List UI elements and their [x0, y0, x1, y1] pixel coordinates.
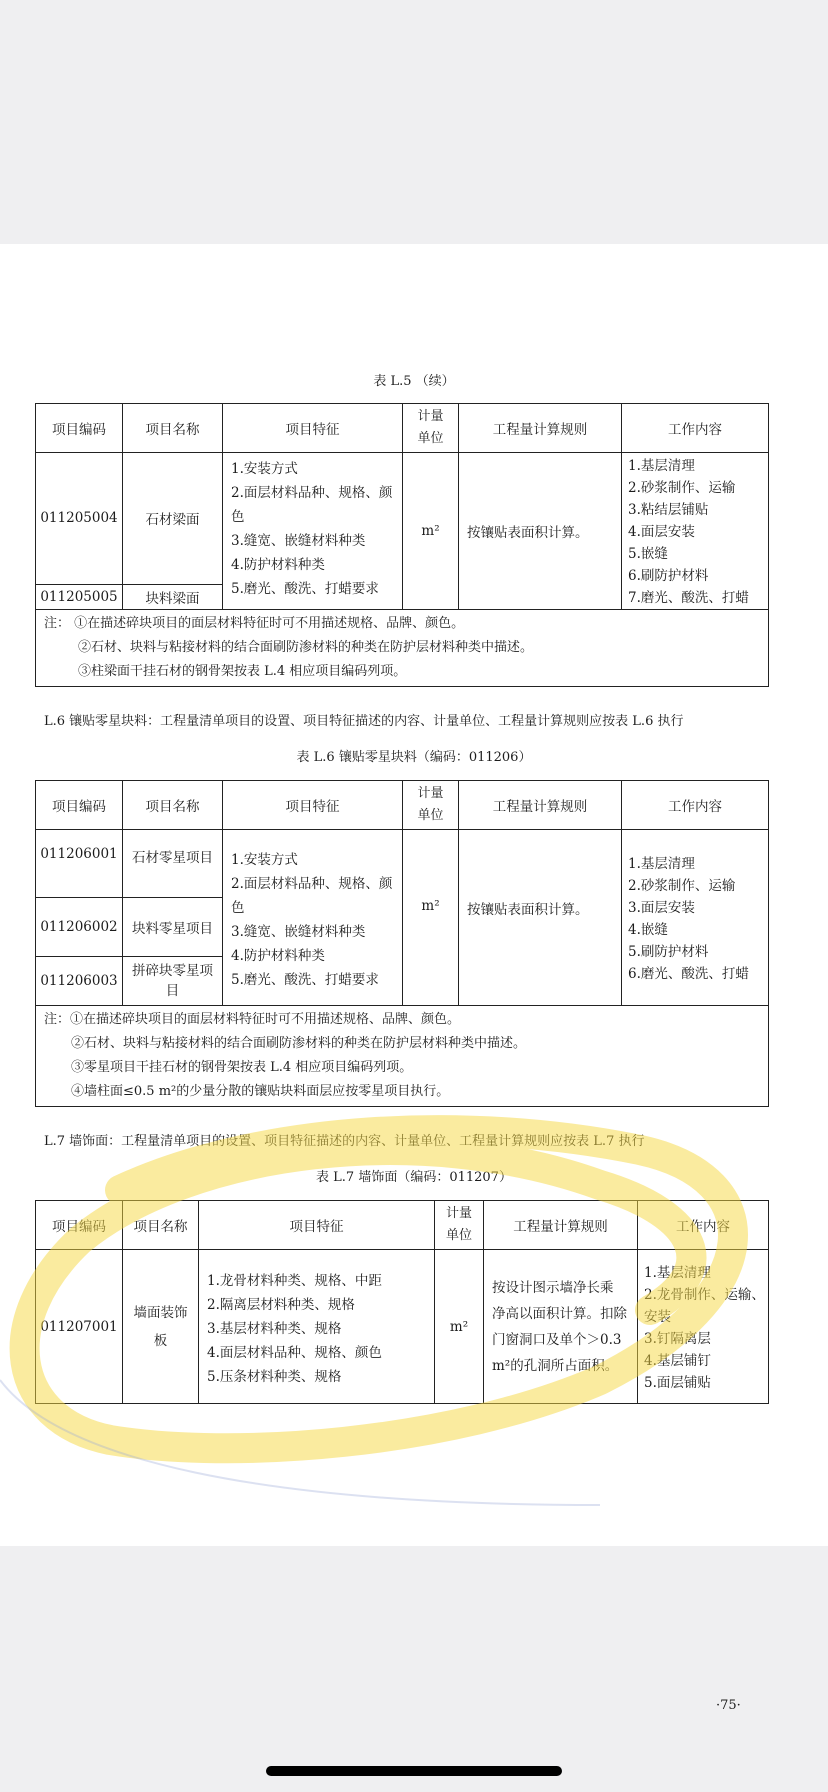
header-features: 项目特征 — [223, 404, 403, 453]
header-name: 项目名称 — [123, 1201, 199, 1250]
item-work — [638, 1250, 769, 1404]
item-code: 011207001 — [36, 1250, 123, 1404]
table-l5 — [35, 403, 769, 687]
feature-line: 2.面层材料品种、规格、颜 — [231, 875, 393, 892]
feature-line: 3.缝宽、嵌缝材料种类 — [231, 533, 366, 549]
rule-line: 按设计图示墙净长乘 — [492, 1279, 614, 1296]
item-code: 011206003 — [36, 957, 123, 1006]
header-rule: 工程量计算规则 — [484, 1201, 638, 1250]
table-l6-caption: 表 L.6 镶贴零星块料（编码：011206） — [296, 750, 532, 765]
work-line: 5.嵌缝 — [628, 546, 668, 562]
work-line: 2.砂浆制作、运输 — [628, 877, 736, 894]
item-unit: m² — [435, 1250, 484, 1404]
item-name: 墙面装饰板 — [123, 1250, 199, 1404]
note-line: ④墙柱面≤0.5 m²的少量分散的镶贴块料面层应按零星项目执行。 — [71, 1084, 450, 1099]
work-line: 7.磨光、酸洗、打蜡 — [628, 590, 749, 606]
table-l6 — [35, 780, 769, 1107]
work-line: 3.面层安装 — [628, 899, 695, 916]
work-line: 4.基层铺钉 — [644, 1352, 711, 1369]
feature-line: 4.面层材料品种、规格、颜色 — [207, 1344, 382, 1361]
feature-line: 色 — [231, 509, 245, 525]
header-rule: 工程量计算规则 — [459, 404, 622, 453]
page-number: ·75· — [716, 1698, 741, 1713]
note-line: ②石材、块料与粘接材料的结合面刷防渗材料的种类在防护层材料种类中描述。 — [78, 640, 534, 655]
rule-line: m²的孔洞所占面积。 — [492, 1357, 619, 1374]
item-features — [223, 453, 403, 610]
feature-line: 2.隔离层材料种类、规格 — [207, 1296, 355, 1313]
section-l7-intro: L.7 墙饰面：工程量清单项目的设置、项目特征描述的内容、计量单位、工程量计算规则应按表 L.7 执行 — [44, 1134, 645, 1149]
header-code: 项目编码 — [36, 781, 123, 830]
table-l6-notes — [36, 1006, 769, 1107]
item-name: 石材梁面 — [123, 453, 223, 585]
header-work: 工作内容 — [622, 781, 769, 830]
feature-line: 3.基层材料种类、规格 — [207, 1320, 342, 1337]
work-line: 6.磨光、酸洗、打蜡 — [628, 965, 749, 982]
item-features — [223, 830, 403, 1006]
work-line: 4.嵌缝 — [628, 921, 668, 938]
item-code: 011205005 — [36, 584, 123, 609]
table-l7-caption: 表 L.7 墙饰面（编码：011207） — [316, 1170, 512, 1185]
item-code: 011205004 — [36, 453, 123, 585]
work-line: 6.刷防护材料 — [628, 568, 709, 584]
item-code: 011206001 — [36, 830, 123, 898]
header-unit: 计量 单位 — [435, 1201, 484, 1250]
header-name: 项目名称 — [123, 404, 223, 453]
work-line: 5.面层铺贴 — [644, 1374, 711, 1391]
item-unit: m² — [403, 830, 459, 1006]
item-work — [622, 453, 769, 610]
work-line: 1.基层清理 — [628, 855, 695, 872]
work-line: 3.钉隔离层 — [644, 1330, 711, 1347]
item-name: 块料零星项目 — [123, 898, 223, 957]
table-l5-notes — [36, 610, 769, 687]
document-page — [0, 244, 828, 1713]
feature-line: 1.龙骨材料种类、规格、中距 — [207, 1272, 382, 1289]
feature-line: 4.防护材料种类 — [231, 947, 325, 964]
header-features: 项目特征 — [223, 781, 403, 830]
header-rule: 工程量计算规则 — [459, 781, 622, 830]
item-rule — [484, 1250, 638, 1404]
header-work: 工作内容 — [638, 1201, 769, 1250]
work-line: 1.基层清理 — [628, 458, 695, 474]
feature-line: 4.防护材料种类 — [231, 557, 325, 573]
work-line: 安装 — [644, 1308, 671, 1325]
header-unit: 计量 单位 — [403, 781, 459, 830]
note-line: 注：①在描述碎块项目的面层材料特征时可不用描述规格、品牌、颜色。 — [44, 1012, 461, 1027]
feature-line: 2.面层材料品种、规格、颜 — [231, 485, 393, 501]
item-name: 石材零星项目 — [123, 830, 223, 898]
feature-line: 5.磨光、酸洗、打蜡要求 — [231, 581, 379, 597]
work-line: 2.砂浆制作、运输 — [628, 480, 736, 496]
item-code: 011206002 — [36, 898, 123, 957]
work-line: 2.龙骨制作、运输、 — [644, 1286, 765, 1303]
feature-line: 5.磨光、酸洗、打蜡要求 — [231, 971, 379, 988]
item-work — [622, 830, 769, 1006]
feature-line: 3.缝宽、嵌缝材料种类 — [231, 923, 366, 940]
work-line: 1.基层清理 — [644, 1264, 711, 1281]
work-line: 5.刷防护材料 — [628, 943, 709, 960]
feature-line: 1.安装方式 — [231, 851, 298, 868]
work-line: 3.粘结层铺贴 — [628, 502, 709, 518]
header-unit: 计量 单位 — [403, 404, 459, 453]
section-l6-intro: L.6 镶贴零星块料：工程量清单项目的设置、项目特征描述的内容、计量单位、工程量计算规则应按表 L.6 执行 — [44, 714, 684, 729]
note-line: ②石材、块料与粘接材料的结合面刷防渗材料的种类在防护层材料种类中描述。 — [71, 1036, 527, 1051]
table-l7 — [35, 1200, 769, 1404]
item-name: 块料梁面 — [123, 584, 223, 609]
header-features: 项目特征 — [199, 1201, 435, 1250]
work-line: 4.面层安装 — [628, 524, 695, 540]
rule-line: 门窗洞口及单个＞0.3 — [492, 1331, 622, 1348]
header-code: 项目编码 — [36, 404, 123, 453]
item-rule: 按镶贴表面积计算。 — [459, 453, 622, 610]
header-code: 项目编码 — [36, 1201, 123, 1250]
item-rule: 按镶贴表面积计算。 — [459, 830, 622, 1006]
table-l5-caption: 表 L.5 （续） — [373, 374, 455, 389]
item-features — [199, 1250, 435, 1404]
note-line: ③柱梁面干挂石材的钢骨架按表 L.4 相应项目编码列项。 — [78, 664, 407, 679]
feature-line: 5.压条材料种类、规格 — [207, 1368, 342, 1385]
home-indicator[interactable] — [266, 1766, 562, 1776]
rule-line: 净高以面积计算。扣除 — [492, 1305, 627, 1322]
note-line: ③零星项目干挂石材的钢骨架按表 L.4 相应项目编码列项。 — [71, 1060, 413, 1075]
feature-line: 1.安装方式 — [231, 461, 298, 477]
item-unit: m² — [403, 453, 459, 610]
note-line: 注： ①在描述碎块项目的面层材料特征时可不用描述规格、品牌、颜色。 — [44, 616, 465, 631]
header-name: 项目名称 — [123, 781, 223, 830]
item-name: 拼碎块零星项目 — [123, 957, 223, 1006]
header-work: 工作内容 — [622, 404, 769, 453]
feature-line: 色 — [231, 899, 245, 916]
